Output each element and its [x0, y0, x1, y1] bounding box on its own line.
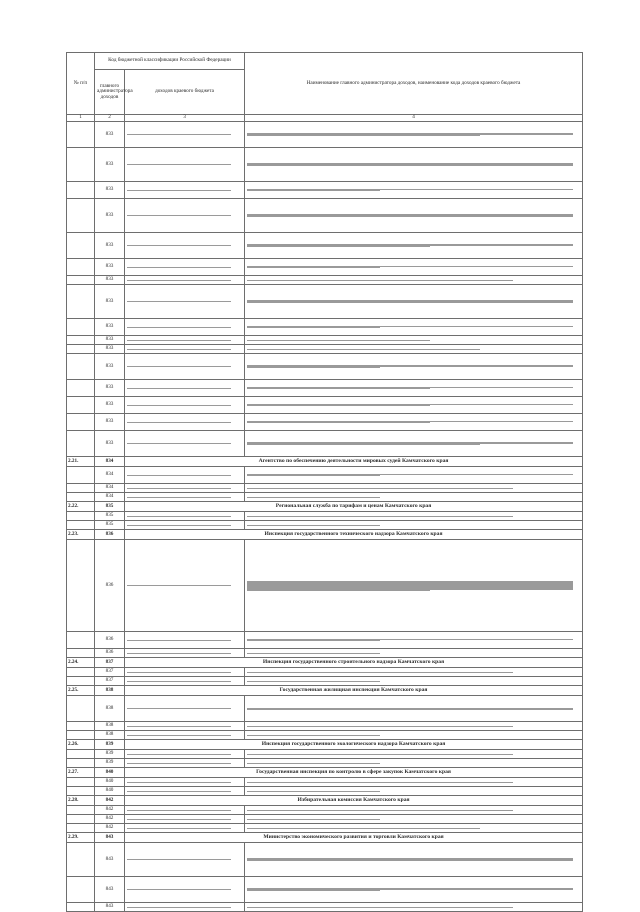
admin-code: 839: [95, 759, 125, 768]
section-number: 2.25.: [67, 686, 95, 696]
table-row: [67, 345, 583, 354]
table-row: [67, 731, 583, 740]
table-row: [67, 521, 583, 530]
section-title: Избирательная комиссия Камчатского края: [125, 796, 583, 806]
table-row: [67, 787, 583, 796]
income-description-illegible: [247, 365, 580, 368]
section-row: [67, 658, 583, 668]
income-description-illegible: [247, 488, 580, 489]
section-title: Инспекция государственного технического надзора Камчатского края: [125, 530, 583, 540]
table-row: [67, 843, 583, 877]
admin-code: 842: [95, 806, 125, 815]
table-row: [67, 259, 583, 276]
admin-code: 833: [95, 233, 125, 259]
column-number: 4: [245, 115, 583, 122]
section-admin-code: 839: [95, 740, 125, 750]
admin-code: 833: [95, 259, 125, 276]
column-number: 2: [95, 115, 125, 122]
column-numbers-row: [67, 115, 583, 122]
income-description-illegible: [247, 681, 580, 682]
admin-code: 838: [95, 722, 125, 731]
table-row: [67, 276, 583, 285]
column-number: 3: [125, 115, 245, 122]
section-admin-code: 836: [95, 530, 125, 540]
column-number: 1: [67, 115, 95, 122]
table-row: [67, 668, 583, 677]
table-row: [67, 484, 583, 493]
table-row: [67, 722, 583, 731]
section-title: Государственная жилищная инспекция Камчатского края: [125, 686, 583, 696]
income-description-illegible: [247, 672, 580, 673]
section-title: Инспекция государственного экологического надзора Камчатского края: [125, 740, 583, 750]
admin-code: 833: [95, 380, 125, 397]
admin-code: 842: [95, 815, 125, 824]
table-row: [67, 431, 583, 457]
admin-code: 834: [95, 484, 125, 493]
section-row: [67, 530, 583, 540]
admin-code: 833: [95, 182, 125, 199]
admin-code: 833: [95, 148, 125, 182]
admin-code: 833: [95, 414, 125, 431]
admin-code: 833: [95, 319, 125, 336]
section-row: [67, 833, 583, 843]
section-number: 2.28.: [67, 796, 95, 806]
admin-code: 834: [95, 467, 125, 484]
table-row: [67, 319, 583, 336]
income-description-illegible: [247, 810, 580, 811]
table-row: [67, 512, 583, 521]
income-description-illegible: [247, 819, 580, 820]
income-description-illegible: [247, 387, 580, 389]
income-description-illegible: [247, 340, 580, 341]
section-title: Региональная служба по тарифам и ценам Камчатского края: [125, 502, 583, 512]
table-row: [67, 903, 583, 912]
admin-code: 833: [95, 354, 125, 380]
income-description-illegible: [247, 726, 580, 727]
header-col-income: доходов краевого бюджета: [125, 70, 245, 115]
header-col-name: Наименование главного администратора доходов, наименование кода доходов краевого бюджета: [245, 53, 583, 115]
income-description-illegible: [247, 404, 580, 406]
income-description-illegible: [247, 735, 580, 736]
header-col-no: № п/п: [67, 53, 95, 115]
table-row: [67, 397, 583, 414]
table-row: [67, 677, 583, 686]
admin-code: 833: [95, 345, 125, 354]
table-row: [67, 696, 583, 722]
section-admin-code: 842: [95, 796, 125, 806]
table-row: [67, 467, 583, 484]
table-row: [67, 759, 583, 768]
income-description-illegible: [247, 497, 580, 498]
income-description-illegible: [247, 782, 580, 783]
admin-code: 837: [95, 677, 125, 686]
section-admin-code: 837: [95, 658, 125, 668]
income-description-illegible: [247, 653, 580, 654]
admin-code: 833: [95, 199, 125, 233]
admin-code: 843: [95, 903, 125, 912]
admin-code: 833: [95, 397, 125, 414]
section-row: [67, 796, 583, 806]
admin-code: 834: [95, 493, 125, 502]
admin-code: 833: [95, 336, 125, 345]
table-row: [67, 380, 583, 397]
section-row: [67, 502, 583, 512]
table-header-row-1: [67, 53, 583, 70]
admin-code: 842: [95, 824, 125, 833]
section-number: 2.21.: [67, 457, 95, 467]
admin-code: 840: [95, 778, 125, 787]
admin-code: 843: [95, 843, 125, 877]
table-row: [67, 493, 583, 502]
income-description-illegible: [247, 326, 580, 328]
budget-classification-table: [66, 52, 583, 912]
table-row: [67, 285, 583, 319]
section-title: Агентство по обеспечению деятельности мировых судей Камчатского края: [125, 457, 583, 467]
table-row: [67, 148, 583, 182]
table-row: [67, 778, 583, 787]
table-row: [67, 354, 583, 380]
section-number: 2.26.: [67, 740, 95, 750]
income-description-illegible: [247, 163, 580, 167]
admin-code: 840: [95, 787, 125, 796]
table-row: [67, 414, 583, 431]
income-description-illegible: [247, 280, 580, 281]
income-description-illegible: [247, 858, 580, 862]
header-col-admin: главного администратора доходов: [95, 70, 125, 115]
table-row: [67, 233, 583, 259]
table-row: [67, 815, 583, 824]
section-row: [67, 457, 583, 467]
table-row: [67, 336, 583, 345]
admin-code: 838: [95, 731, 125, 740]
section-admin-code: 834: [95, 457, 125, 467]
admin-code: 833: [95, 122, 125, 148]
admin-code: 833: [95, 285, 125, 319]
table-row: [67, 182, 583, 199]
income-description-illegible: [247, 133, 580, 136]
income-description-illegible: [247, 888, 580, 891]
section-number: 2.23.: [67, 530, 95, 540]
admin-code: 835: [95, 521, 125, 530]
income-description-illegible: [247, 708, 580, 710]
income-description-illegible: [247, 828, 580, 829]
income-description-illegible: [247, 244, 580, 247]
admin-code: 843: [95, 877, 125, 903]
section-number: 2.22.: [67, 502, 95, 512]
header-group: Код бюджетной классификации Российской Федерации: [95, 53, 245, 70]
section-title: Министерство экономического развития и торговли Камчатского края: [125, 833, 583, 843]
section-number: 2.24.: [67, 658, 95, 668]
income-description-illegible: [247, 791, 580, 792]
income-description-illegible: [247, 349, 580, 350]
table-row: [67, 122, 583, 148]
admin-code: 836: [95, 649, 125, 658]
admin-code: 835: [95, 512, 125, 521]
admin-code: 836: [95, 632, 125, 649]
table-row: [67, 632, 583, 649]
section-admin-code: 840: [95, 768, 125, 778]
income-description-illegible: [247, 525, 580, 526]
income-description-illegible: [247, 754, 580, 755]
table-row: [67, 750, 583, 759]
table-row: [67, 199, 583, 233]
section-row: [67, 768, 583, 778]
admin-code: 833: [95, 276, 125, 285]
income-description-illegible: [247, 474, 580, 476]
income-description-illegible: [247, 442, 580, 445]
income-description-illegible: [247, 639, 580, 641]
section-number: 2.27.: [67, 768, 95, 778]
income-description-illegible: [247, 581, 580, 591]
table-row: [67, 824, 583, 833]
table-row: [67, 806, 583, 815]
section-admin-code: 835: [95, 502, 125, 512]
table-row: [67, 540, 583, 632]
section-number: 2.29.: [67, 833, 95, 843]
admin-code: 833: [95, 431, 125, 457]
section-admin-code: 838: [95, 686, 125, 696]
section-title: Инспекция государственного строительного надзора Камчатского края: [125, 658, 583, 668]
income-description-illegible: [247, 266, 580, 268]
section-title: Государственная инспекция по контролю в сфере закупок Камчатского края: [125, 768, 583, 778]
admin-code: 836: [95, 540, 125, 632]
admin-code: 839: [95, 750, 125, 759]
income-description-illegible: [247, 516, 580, 517]
section-row: [67, 740, 583, 750]
income-description-illegible: [247, 214, 580, 218]
section-row: [67, 686, 583, 696]
income-description-illegible: [247, 189, 580, 191]
table-row: [67, 877, 583, 903]
income-description-illegible: [247, 763, 580, 764]
income-description-illegible: [247, 907, 580, 908]
admin-code: 838: [95, 696, 125, 722]
admin-code: 837: [95, 668, 125, 677]
table-row: [67, 649, 583, 658]
income-description-illegible: [247, 421, 580, 423]
section-admin-code: 843: [95, 833, 125, 843]
income-description-illegible: [247, 300, 580, 304]
